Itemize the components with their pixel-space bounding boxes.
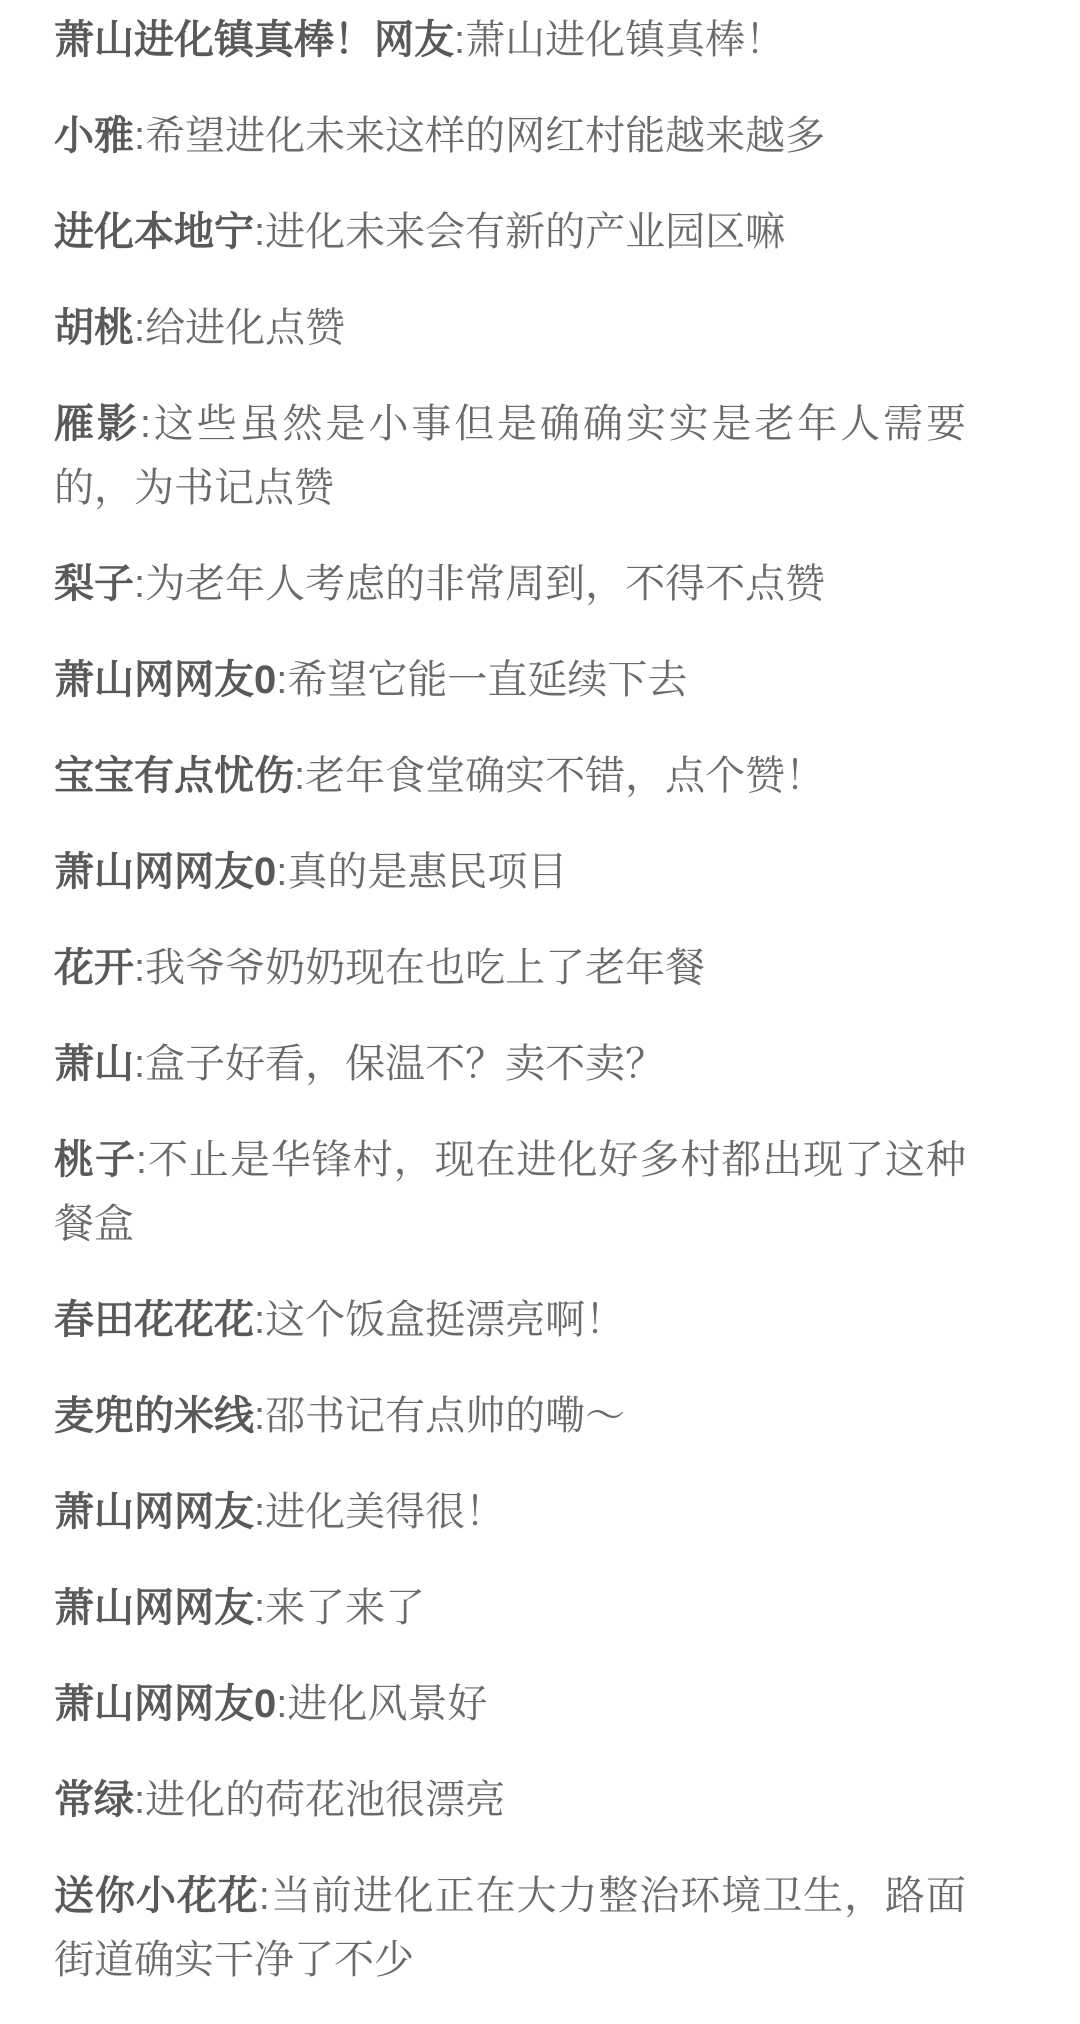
comment-text: 老年食堂确实不错，点个赞！	[305, 754, 826, 798]
comment-item	[54, 1672, 966, 1736]
comment-item	[54, 1288, 966, 1352]
comment-item	[54, 392, 966, 520]
comment-separator: :	[254, 1394, 266, 1438]
comment-item	[54, 104, 966, 168]
comment-text: 进化的荷花池很漂亮	[145, 1778, 506, 1822]
comment-text: 我爷爷奶奶现在也吃上了老年餐	[145, 946, 706, 990]
comment-text: 不止是华锋村，现在进化好多村都出现了这种餐盒	[54, 1138, 967, 1246]
comment-author: 送你小花花	[54, 1874, 259, 1918]
comment-author: 麦兜的米线	[54, 1394, 254, 1438]
comment-separator: :	[254, 1490, 266, 1534]
comment-text: 进化未来会有新的产业园区嘛	[265, 210, 786, 254]
comment-item	[54, 1768, 966, 1832]
comment-text: 进化美得很！	[265, 1490, 506, 1534]
comment-author: 梨子	[54, 562, 134, 606]
comment-author: 萧山网网友	[54, 1586, 254, 1630]
comment-separator: :	[454, 18, 466, 62]
comment-separator: :	[134, 306, 146, 350]
comment-separator: :	[276, 1682, 288, 1726]
comment-text: 来了来了	[265, 1586, 426, 1630]
comment-author: 胡桃	[54, 306, 134, 350]
comment-item	[54, 648, 966, 712]
comment-separator: :	[134, 1042, 146, 1086]
comment-item	[54, 1480, 966, 1544]
comment-item	[54, 1128, 966, 1256]
comment-separator: :	[294, 754, 306, 798]
comment-text: 希望进化未来这样的网红村能越来越多	[145, 114, 826, 158]
comment-author: 宝宝有点忧伤	[54, 754, 294, 798]
comment-item	[54, 296, 966, 360]
comment-separator: :	[254, 1586, 266, 1630]
comment-text: 萧山进化镇真棒！	[465, 18, 786, 62]
comment-text: 盒子好看，保温不？卖不卖？	[145, 1042, 666, 1086]
comment-item	[54, 744, 966, 808]
comment-item	[54, 1576, 966, 1640]
comment-author: 花开	[54, 946, 134, 990]
comment-author: 常绿	[54, 1778, 134, 1822]
comment-author: 雁影	[54, 402, 140, 446]
comment-separator: :	[134, 946, 146, 990]
comment-item	[54, 936, 966, 1000]
comment-text: 进化风景好	[287, 1682, 488, 1726]
comment-separator: :	[276, 850, 288, 894]
comment-separator: :	[254, 1298, 266, 1342]
comment-item	[54, 1864, 966, 1992]
comment-text: 真的是惠民项目	[287, 850, 568, 894]
comment-item	[54, 1032, 966, 1096]
comment-author: 萧山	[54, 1042, 134, 1086]
comment-text: 给进化点赞	[145, 306, 346, 350]
comment-author: 小雅	[54, 114, 134, 158]
comment-author: 萧山网网友0	[54, 850, 277, 894]
comment-author: 春田花花花	[54, 1298, 254, 1342]
comment-text: 为老年人考虑的非常周到，不得不点赞	[145, 562, 826, 606]
comment-separator: :	[134, 562, 146, 606]
comment-item	[54, 1384, 966, 1448]
comment-separator: :	[139, 402, 151, 446]
comment-author: 萧山网网友0	[54, 1682, 277, 1726]
comment-separator: :	[258, 1874, 270, 1918]
comment-text: 当前进化正在大力整治环境卫生，路面街道确实干净了不少	[54, 1874, 967, 1982]
comment-separator: :	[276, 658, 288, 702]
comment-author: 萧山进化镇真棒！网友	[54, 18, 454, 62]
comment-text: 希望它能一直延续下去	[287, 658, 688, 702]
comment-text: 邵书记有点帅的嘞～	[265, 1394, 626, 1438]
comment-text: 这个饭盒挺漂亮啊！	[265, 1298, 626, 1342]
comment-item	[54, 200, 966, 264]
comment-separator: :	[135, 1138, 148, 1182]
comment-item	[54, 840, 966, 904]
comment-separator: :	[134, 114, 146, 158]
comment-item	[54, 8, 966, 72]
comment-text: 这些虽然是小事但是确确实实是老年人需要的，为书记点赞	[54, 402, 967, 510]
comment-separator: :	[134, 1778, 146, 1822]
comment-separator: :	[254, 210, 266, 254]
comment-author: 萧山网网友	[54, 1490, 254, 1534]
comment-author: 萧山网网友0	[54, 658, 277, 702]
comment-item	[54, 552, 966, 616]
comment-author: 桃子	[54, 1138, 136, 1182]
comment-author: 进化本地宁	[54, 210, 254, 254]
